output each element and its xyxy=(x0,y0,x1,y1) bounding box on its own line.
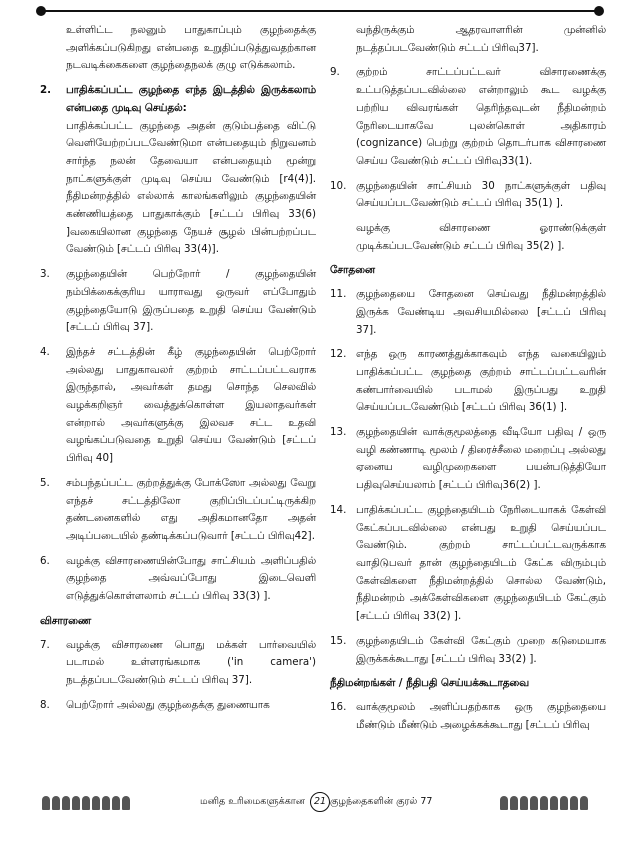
intro-paragraph: உள்ளிட்ட நலனும் பாதுகாப்பும் குழந்தைக்கு அளிக்கப்படுகிறது என்பதை உறுதிப்படுத்துவதற்கான நடவடிக்கைகளை குழந்தைநலக் குழு எடுக்கலாம். xyxy=(66,24,316,72)
item-text: வாக்குமூலம் அளிப்பதற்காக ஒரு குழந்தையை மீண்டும் மீண்டும் அழைக்கக்கூடாது [சட்டப் பிரிவு xyxy=(356,700,606,731)
item-text: வழக்கு விசாரணை பொது மக்கள் பார்வையில் படாமல் உள்ளரங்கமாக ('in camera') நடத்தப்படவேண்டும் சட்டப் பிரிவு 37]. xyxy=(66,638,316,686)
list-item xyxy=(40,475,316,546)
children-figures-left-image xyxy=(42,796,138,810)
item-text: குழந்தையின் சாட்சியம் 30 நாட்களுக்குள் பதிவு செய்யப்படவேண்டும் சட்டப் பிரிவு 35(1) ]. xyxy=(356,179,606,210)
page-footer xyxy=(0,790,638,816)
list-item xyxy=(330,699,606,734)
item-number: 10. xyxy=(330,179,347,192)
item-number: 6. xyxy=(40,554,50,567)
item-text: பாதிக்கப்பட்ட குழந்தையிடம் நேரிடையாகக் கேள்வி கேட்கப்படவில்லை என்பது உறுதி செய்யப்பட வேண்டும். குற்றம் சாட்டப்பட்டவருக்காக வாதிடுபவர் தான் குழந்தையிடம் கேட்க விரும்பும் கேள்விகளை நீதிமன்றத்தில் சொல்ல வேண்டும், நீதிமன்றம் அக்கேள்விகளை குழந்தையிடம் கேட்கும் [சட்டப் பிரிவு 33(2) ]. xyxy=(356,503,606,623)
list-item xyxy=(40,344,316,468)
rule-left-dot xyxy=(36,6,46,16)
list-item xyxy=(330,64,606,170)
footer-left-text: மனித உரிமைகளுக்கான xyxy=(200,796,305,807)
item-number: 7. xyxy=(40,638,50,651)
item-text: குழந்தையின் பெற்றோர் / குழந்தையின் நம்பிக்கைக்குரிய யாராவது ஒருவர் எப்போதும் குழந்தையோடு இருப்பதை உறுதி செய்ய வேண்டும் [சட்டப் பிரிவு 37]. xyxy=(66,268,316,334)
top-rule xyxy=(40,10,600,12)
list-item xyxy=(40,697,316,715)
section-heading-court: நீதிமன்றங்கள் / நீதிபதி செய்யக்கூடாதவை xyxy=(330,677,530,690)
list-item xyxy=(330,178,606,213)
list-item xyxy=(40,553,316,606)
list-item xyxy=(40,637,316,690)
item-number: 15. xyxy=(330,634,347,647)
item-number: 11. xyxy=(330,288,347,301)
children-figures-right-image xyxy=(500,796,596,810)
list-item xyxy=(330,286,606,339)
list-item xyxy=(330,633,606,668)
item-text: குற்றம் சாட்டப்பட்டவர் விசாரணைக்கு உட்படுத்தப்படவில்லை என்றாலும் கூட வழக்கு பற்றிய விவரங்கள் தெரிந்தவுடன் நீதிமன்றம் நேரிடையாகவே புலன்கொள் அதிகாரம் (cognizance) பெற்று குற்றம் தொடர்பாக விசாரணை செய்ய வேண்டும் சட்டப் பிரிவு33(1). xyxy=(356,66,606,167)
continued-paragraph: வழக்கு விசாரணை ஓராண்டுக்குள் முடிக்கப்படவேண்டும் சட்டப் பிரிவு 35(2) ]. xyxy=(356,222,606,252)
item-text: சம்பந்தப்பட்ட குற்றத்துக்கு போக்ஸோ அல்லது வேறு எந்தச் சட்டத்திலோ குறிப்பிடப்பட்டிருக்கிற தண்டனைகளில் எது அதிகமானதோ அதன் அடிப்படையில் தண்டிக்கப்படுவார் [சட்டப் பிரிவு42]. xyxy=(66,476,316,542)
section-heading-trial: விசாரணை xyxy=(40,614,91,627)
list-item xyxy=(330,502,606,626)
item-text: குழந்தையின் வாக்குமூலத்தை வீடியோ பதிவு / ஒரு வழி கண்ணாடி மூலம் / திரைச்சீலை மறைப்பு அல்லது ஏனைய வழிமுறைகளை பயன்படுத்தியோ பதிவுசெய்யலாம் [சட்டப் பிரிவு36(2) ]. xyxy=(356,426,606,492)
right-column xyxy=(330,22,606,741)
item-text: குழந்தையை சோதனை செய்வது நீதிமன்றத்தில் இருக்க வேண்டிய அவசியமில்லை [சட்டப் பிரிவு 37]. xyxy=(356,288,606,336)
list-item xyxy=(330,424,606,495)
item-number: 9. xyxy=(330,66,340,79)
item-text: எந்த ஒரு காரணத்துக்காகவும் எந்த வகையிலும் பாதிக்கப்பட்ட குழந்தை குற்றம் சாட்டப்பட்டவரின் கண்பார்வையில் படாமல் இருப்பது உறுதி செய்யப்படவேண்டும் [சட்டப் பிரிவு 36(1) ]. xyxy=(356,348,606,414)
item-number: 2. xyxy=(40,84,52,97)
item-number: 5. xyxy=(40,476,50,489)
page-number: 21 xyxy=(310,792,330,812)
item-number: 14. xyxy=(330,503,347,516)
item-number: 13. xyxy=(330,426,347,439)
item-text: இந்தச் சட்டத்தின் கீழ் குழந்தையின் பெற்றோர் அல்லது பாதுகாவலர் குற்றம் சாட்டப்பட்டவராக இருந்தால், அவர்கள் தமது சொந்த செலவில் வழக்கறிஞர் வைத்துக்கொள்ள இயலாதவர்கள் என்றால் அவர்களுக்கு இலவச சட்ட உதவி வழங்கப்படுவதை உறுதி செய்ய வேண்டும் [சட்டப் பிரிவு 40] xyxy=(66,345,316,465)
item-number: 8. xyxy=(40,698,50,711)
item-text: வழக்கு விசாரணையின்போது சாட்சியம் அளிப்பதில் குழந்தை அவ்வப்போது இடைவெளி எடுத்துக்கொள்ளலாம் சட்டப் பிரிவு 33(3) ]. xyxy=(66,554,316,603)
list-item xyxy=(40,82,316,259)
left-column xyxy=(40,22,316,721)
item-number: 3. xyxy=(40,268,50,281)
item-text: குழந்தையிடம் கேள்வி கேட்கும் முறை கடுமையாக இருக்கக்கூடாது [சட்டப் பிரிவு 33(2) ]. xyxy=(356,634,606,665)
item-number: 12. xyxy=(330,348,347,361)
item-text: பாதிக்கப்பட்ட குழந்தை அதன் குடும்பத்தை விட்டு வெளியேற்றப்படவேண்டுமா என்பதையும் நிறுவனம் சார்ந்த நலன் தேவையா என்பதையும் மூன்று நாட்களுக்குள் முடிவு செய்ய வேண்டும் [r4(4)]. நீதிமன்றத்தில் எல்லாக் காலங்களிலும் குழந்தையின் கண்ணியத்தை பாதுகாக்கும் [சட்டப் பிரிவு 33(6) ]வகையிலான குழந்தை நேயச் சூழல் பின்பற்றப்பட வேண்டும் [சட்டப் பிரிவு 33(4)]. xyxy=(66,119,316,256)
item-title: பாதிக்கப்பட்ட குழந்தை எந்த இடத்தில் இருக்கலாம் என்பதை முடிவு செய்தல்: xyxy=(66,84,316,114)
continued-paragraph: வந்திருக்கும் ஆதரவாளரின் முன்னில் நடத்தப்படவேண்டும் சட்டப் பிரிவு37]. xyxy=(356,24,606,54)
footer-right-text: குழந்தைகளின் குரல் 77 xyxy=(330,796,433,807)
item-number: 16. xyxy=(330,700,347,713)
item-number: 4. xyxy=(40,345,50,358)
item-text: பெற்றோர் அல்லது குழந்தைக்கு துணையாக xyxy=(66,698,270,711)
rule-right-dot xyxy=(594,6,604,16)
list-item xyxy=(40,266,316,337)
section-heading-test: சோதனை xyxy=(330,264,375,277)
list-item xyxy=(330,346,606,417)
